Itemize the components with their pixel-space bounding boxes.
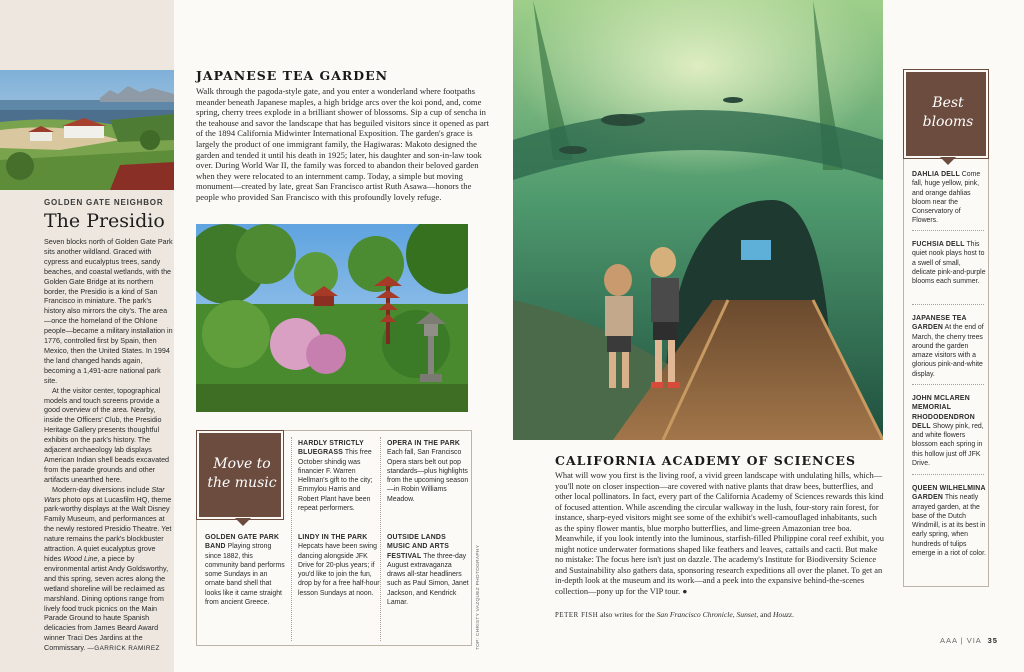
presidio-p3-part3: , a piece by environmental artist Andy Goldsworthy, and this spring, seven acres along the wetland shoreline will be reclaimed as marshland. Dining options range from lively food truck picnics on the Main Parade Ground to haute Spanish delicacies from James Beard Award winner Traci Des Jardins at the Commissary. (44, 554, 169, 653)
bloom-divider (912, 230, 984, 231)
presidio-p3-italic2: Wood Line (63, 554, 98, 563)
blooms-badge (904, 70, 988, 158)
academy-title: CALIFORNIA ACADEMY OF SCIENCES (555, 453, 856, 468)
music-badge-line1: Move to (213, 456, 271, 472)
music-badge-line2: the music (207, 475, 277, 491)
music-item-text: This free October shindig was financier F. Warren Hellman's gift to the city; Emmylou Harris and Robert Plant have been repeat performers. (298, 449, 373, 513)
bloom-item-text: Come fall, huge yellow, pink, and orange dahlias bloom near the Conservatory of Flowers. (912, 171, 981, 225)
page-number: 35 (987, 636, 998, 645)
tea-garden-body: Walk through the pagoda-style gate, and you enter a wonderland where footpaths meander beneath Japanese maples, a high bridge arcs over the koi pond, and, come spring, cherry trees explode in a brilliant shower of blossoms. Sip a cup of sencha in the teahouse and savor the landscape that has beguiled visitors since it opened as part of the 1894 California Midwinter International Exposition. The garden's grace is largely the product of one immigrant family, the Hagiwaras: Makoto designed the garden and tended it until his death in 1925; later, his daughter and son-in-law took over. During World War II, the family was forced to abandon their beloved garden when they were relocated to an internment camp. Today, a simple but moving monument—created by late, great San Francisco artist Ruth Asawa—honors the people who provided San Francisco with this profoundly lovely refuge. (196, 86, 490, 202)
blooms-badge-line2: blooms (922, 114, 974, 130)
presidio-article (44, 198, 174, 654)
academy-body: What will wow you first is the living roof, a vivid green landscape with undulating hills, which—you'll note on closer inspection—are covered with native plants that draw bees, butterflies, and other local pollinators. In fact, every part of the California Academy of Sciences rewards this kind of focused attention. While ascending the circular walkway in the lush, four-story rain forest, for instance, sharp-eyed visitors might see some of the exhibit's well-camouflaged inhabitants, such as the spiny flower mantis, blue morpho butterflies, and lime-green Amazonian tree boa. Meanwhile, if you look intently into the luminous, starfish-filled Philippine coral reef exhibit, you might notice underwater formations shaped like feathers and leaves, cattails and cacti. But make no mistake: The focus here isn't just on dazzle. The academy's Institute for Biodiversity Science and Sustainability also gathers data, sponsoring research expeditions all over the planet. To get an in-depth look at the museum and its work—and a peek into the expansive behind-the-scenes collection—pony up for the VIP tour. ● (555, 471, 884, 597)
music-item-name: HARDLY STRICTLY BLUEGRASS (298, 440, 364, 457)
bloom-item-rhododendron-dell (912, 394, 986, 468)
bloom-item-fuchsia-dell (912, 240, 986, 286)
presidio-p3-part2: photo ops at Lucasfilm HQ, theme park-worthy displays at the Walt Disney Family Museum, and performances at the newly restored Presidio Theatre. Yet nature remains the park's blockbuster attraction. A quiet eucalyptus grove hides (44, 494, 172, 563)
bloom-item-text: Showy pink, red, and white flowers blossom each spring in this hollow just off JFK Drive. (912, 422, 984, 468)
presidio-photo (0, 70, 174, 190)
bloom-item-text: This quiet nook plays host to a swell of small, delicate pink-and-purple blooms each summer. (912, 241, 986, 286)
music-divider (291, 437, 292, 641)
bloom-item-text: This neatly arrayed garden, at the base of the Dutch Windmill, is at its best in early spring, when hundreds of tulips emerge in a riot of color. (912, 494, 986, 558)
bloom-item-name: JAPANESE TEA GARDEN (912, 315, 967, 332)
author-byline (555, 610, 794, 619)
folio-publication: AAA | VIA (940, 636, 982, 645)
byline-text2: and (758, 610, 773, 619)
music-item-text: Each fall, San Francisco Opera stars belt out pop standards—plus highlights from the upcoming season—in Robin Williams Meadow. (387, 449, 469, 503)
bloom-item-name: QUEEN WILHELMINA GARDEN (912, 485, 986, 502)
music-sidebar-box (196, 430, 472, 646)
photo-credit: TOP: CHRISTY VAZQUEZ PHOTOGRAPHY (476, 544, 481, 650)
byline-publications: San Francisco Chronicle, Sunset, (656, 610, 759, 619)
bloom-divider (912, 474, 984, 475)
music-item-name: LINDY IN THE PARK (298, 534, 368, 541)
music-item-lindy-in-the-park (298, 533, 380, 598)
music-badge-text (199, 455, 285, 493)
bloom-divider (912, 384, 984, 385)
presidio-sidebar (0, 0, 174, 672)
music-divider (380, 437, 381, 641)
presidio-p3-italic: Star Wars (44, 484, 165, 504)
presidio-paragraph-2: At the visitor center, topographical models and touch screens provide a good overview of the area. Nearby, inside the Officers' Club, the Presidio Heritage Gallery presents thoughtful exhibits on the park's history. The adjacent archaeology lab displays American Indian shell beads excavated from the parade grounds and other artifacts unearthed here. (44, 385, 170, 484)
presidio-paragraph-3 (44, 485, 174, 654)
blooms-badge-text (906, 94, 990, 132)
bloom-item-name: DAHLIA DELL (912, 171, 960, 178)
presidio-author: —GARRICK RAMIREZ (87, 645, 160, 653)
music-item-hardly-strictly-bluegrass (298, 439, 380, 513)
music-badge (197, 431, 283, 519)
presidio-kicker: GOLDEN GATE NEIGHBOR (44, 198, 164, 207)
bloom-divider (912, 304, 984, 305)
best-blooms-box (903, 69, 989, 587)
presidio-title: The Presidio (44, 210, 165, 232)
presidio-paragraph-1: Seven blocks north of Golden Gate Park sits another wildland. Graced with cypress and eucalyptus trees, sandy beaches, and coastal wetlands, with the Golden Gate Bridge at its northern border, the Presidio is a kind of San Francisco in miniature. The park's history also mirrors the city's. The area—once the homeland of the Ohlone people—became a military installation in 1776, controlled first by Spain, then Mexico, then the United States. In 1994 the land changed hands again, becoming a 1,491-acre national park site. (44, 237, 173, 385)
byline-end: . (791, 610, 794, 619)
page-folio (940, 636, 998, 645)
bloom-item-dahlia-dell (912, 170, 986, 226)
music-item-text: Hepcats have been swing dancing alongside JFK Drive for 20-plus years; if you'd like to join the fun, drop by for a free half-hour lesson Sundays at noon. (298, 543, 380, 597)
music-item-text: Playing strong since 1882, this community band performs some Sundays in an ornate band shell that looks like it came straight from ancient Greece. (205, 543, 285, 607)
music-item-name: GOLDEN GATE PARK BAND (205, 534, 280, 551)
byline-text: also writes for the (598, 610, 657, 619)
byline-name: PETER FISH (555, 612, 599, 619)
bloom-item-name: FUCHSIA DELL (912, 241, 965, 248)
presidio-p3-part1: Modern-day diversions include (52, 484, 152, 494)
byline-publication-3: Houzz (772, 610, 792, 619)
tea-garden-photo (196, 224, 468, 412)
presidio-body (44, 237, 174, 654)
bloom-item-japanese-tea-garden (912, 314, 986, 379)
bloom-item-text: At the end of March, the cherry trees around the garden amaze visitors with a glorious pink-and-white display. (912, 324, 984, 378)
music-item-outside-lands (387, 533, 469, 607)
bloom-item-name: JOHN MCLAREN MEMORIAL RHODODENDRON DELL (912, 395, 975, 430)
bloom-item-queen-wilhelmina-garden (912, 484, 986, 558)
music-item-opera-in-the-park (387, 439, 469, 504)
music-item-name: OPERA IN THE PARK (387, 440, 461, 447)
blooms-badge-line1: Best (932, 95, 964, 111)
music-item-golden-gate-park-band (205, 533, 287, 607)
music-item-name: OUTSIDE LANDS MUSIC AND ARTS FESTIVAL (387, 534, 450, 560)
music-item-text: The three-day August extravaganza draws all-star headliners such as Paul Simon, Janet Jackson, and Kendrick Lamar. (387, 552, 469, 607)
aquarium-tunnel-photo (513, 0, 883, 440)
tea-garden-title: JAPANESE TEA GARDEN (196, 68, 389, 83)
